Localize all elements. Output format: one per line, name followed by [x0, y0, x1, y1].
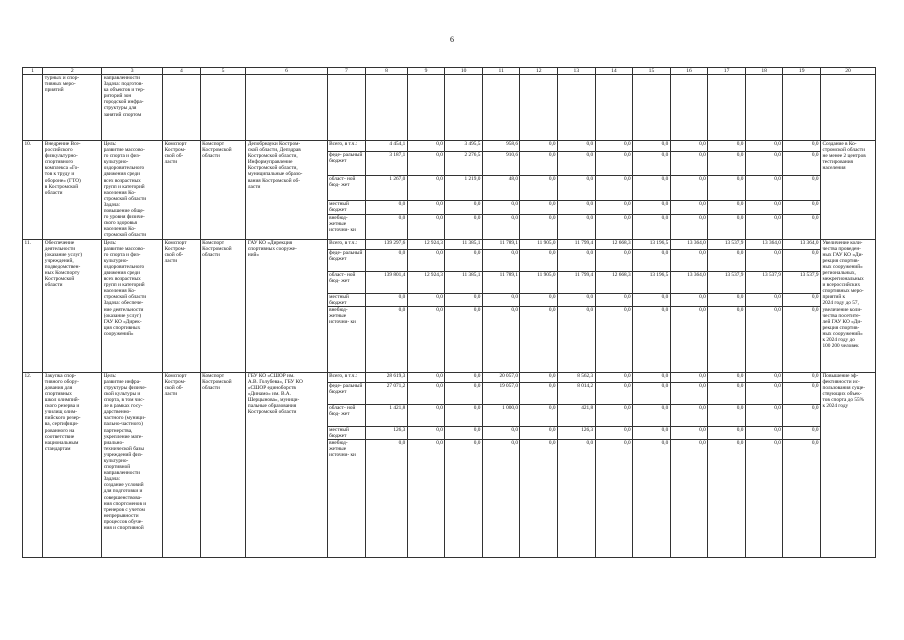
amount-cell: 0,0 — [783, 249, 821, 271]
funding-source-cell: местный бюджет — [327, 200, 366, 215]
amount-cell: 11 799,4 — [558, 239, 596, 249]
amount-cell: 0,0 — [783, 215, 821, 239]
empty-cell — [820, 75, 875, 141]
responsible-cell: Комспорт Костромской области — [200, 141, 246, 240]
amount-cell: 2 276,5 — [445, 152, 483, 176]
amount-cell: 0,0 — [445, 249, 483, 271]
amount-cell: 13 364,0 — [745, 239, 783, 249]
amount-cell: 0,0 — [595, 200, 633, 215]
amount-cell: 0,0 — [708, 176, 746, 200]
empty-cell — [595, 75, 633, 141]
funding-source-cell: внебюд- жетные источни- ки — [327, 306, 366, 372]
amount-cell: 0,0 — [708, 141, 746, 152]
amount-cell: 12 668,3 — [595, 239, 633, 249]
amount-cell: 0,0 — [745, 293, 783, 306]
amount-cell: 0,0 — [407, 176, 445, 200]
amount-cell: 126,3 — [366, 426, 408, 439]
table-row — [23, 239, 876, 249]
amount-cell: 0,0 — [366, 200, 408, 215]
column-number-header: 14 — [595, 68, 633, 75]
program-table — [22, 67, 876, 558]
column-number-header: 7 — [327, 68, 366, 75]
column-number-header: 5 — [200, 68, 246, 75]
amount-cell: 0,0 — [595, 404, 633, 426]
amount-cell: 0,0 — [745, 215, 783, 239]
amount-cell: 0,0 — [633, 426, 671, 439]
amount-cell: 0,0 — [633, 306, 671, 372]
funding-source-cell: местный бюджет — [327, 293, 366, 306]
goal-cell: Цель: развитие массово- го спорта и физ- культурно- оздоровительного движения среди всех возрастных групп и категорий населения Ко- стромской области Задача: обеспече- ние деятельности (оказание услуг) ГАУ КО «Дирек- ция спортивных сооружений» — [102, 239, 163, 372]
amount-cell: 0,0 — [670, 215, 708, 239]
amount-cell: 0,0 — [445, 439, 483, 557]
amount-cell: 0,0 — [745, 382, 783, 404]
event-name-cell: Обеспечение деятельности (оказание услуг) учреждений, подведомствен- ных Комспорту Костромской области — [43, 239, 102, 372]
amount-cell: 0,0 — [783, 200, 821, 215]
funding-source-cell: внебюд- жетные источни- ки — [327, 439, 366, 557]
goal-cell: направленности Задача: подготов- ка объектов и тер- риторий зон городской инфра- структуры для занятий спортом — [102, 75, 163, 141]
coordinator-cell: Комспорт Костром- ской об- ласти — [163, 372, 201, 557]
empty-cell — [783, 75, 821, 141]
amount-cell: 0,0 — [407, 293, 445, 306]
column-number-header: 11 — [482, 68, 520, 75]
empty-cell — [163, 75, 201, 141]
amount-cell: 0,0 — [670, 404, 708, 426]
amount-cell: 0,0 — [783, 372, 821, 382]
amount-cell: 0,0 — [520, 306, 558, 372]
amount-cell: 0,0 — [595, 249, 633, 271]
funding-source-cell: местный бюджет — [327, 426, 366, 439]
amount-cell: 27 071,2 — [366, 382, 408, 404]
amount-cell: 3 187,1 — [366, 152, 408, 176]
amount-cell: 958,6 — [482, 141, 520, 152]
amount-cell: 0,0 — [520, 176, 558, 200]
amount-cell: 19 057,0 — [482, 382, 520, 404]
funding-source-cell: Всего, в т.ч.: — [327, 141, 366, 152]
amount-cell: 0,0 — [520, 141, 558, 152]
amount-cell: 0,0 — [670, 152, 708, 176]
amount-cell: 0,0 — [783, 176, 821, 200]
column-number-header: 3 — [102, 68, 163, 75]
event-name-cell: турных и спор- тивных меро- приятий — [43, 75, 102, 141]
column-number-header: 6 — [246, 68, 327, 75]
amount-cell: 0,0 — [558, 306, 596, 372]
amount-cell: 0,0 — [520, 404, 558, 426]
amount-cell: 11 789,1 — [482, 239, 520, 249]
amount-cell: 0,0 — [783, 152, 821, 176]
responsible-cell: Комспорт Костромской области — [200, 372, 246, 557]
amount-cell: 0,0 — [558, 200, 596, 215]
executors-cell: Депобрнауки Костром- ской области, Депздрав Костромской области, Информуправление Костромской области, муниципальные образо- вания Костромской об- ласти — [246, 141, 327, 240]
column-number-header: 16 — [670, 68, 708, 75]
amount-cell: 0,0 — [745, 372, 783, 382]
amount-cell: 0,0 — [407, 426, 445, 439]
amount-cell: 0,0 — [783, 439, 821, 557]
amount-cell: 0,0 — [445, 215, 483, 239]
amount-cell: 0,0 — [366, 439, 408, 557]
event-name-cell: Внедрение Все- российского физкультурно- спортивного комплекса «Го- тов к труду и обороне» (ГТО) в Костромской области — [43, 141, 102, 240]
amount-cell: 0,0 — [708, 382, 746, 404]
empty-cell — [246, 75, 327, 141]
amount-cell: 0,0 — [482, 215, 520, 239]
amount-cell: 0,0 — [633, 215, 671, 239]
amount-cell: 13 196,5 — [633, 271, 671, 293]
column-number-header: 8 — [366, 68, 408, 75]
amount-cell: 0,0 — [445, 426, 483, 439]
amount-cell: 0,0 — [445, 293, 483, 306]
amount-cell: 0,0 — [558, 215, 596, 239]
goal-cell: Цель: развитие инфра- структуры физиче- ской культуры и спорта, в том чис- ле в рамках госу- дарственно- частного (муници- пально-частного) партнерства, укрепление мате- риально- технической базы учреждений физ- культурно- спортивной направленности Задача: создание условий для подготовки и совершенствова- ния спортсменов и тренеров с учетом непрерывности процессов обуче- ния и спортивной — [102, 372, 163, 557]
amount-cell: 0,0 — [745, 141, 783, 152]
amount-cell: 0,0 — [558, 439, 596, 557]
funding-source-cell: феде- ральный бюджет — [327, 382, 366, 404]
page-number: 6 — [450, 35, 454, 44]
header-row — [23, 68, 876, 75]
amount-cell: 0,0 — [783, 426, 821, 439]
amount-cell: 0,0 — [708, 215, 746, 239]
amount-cell: 0,0 — [558, 152, 596, 176]
amount-cell: 0,0 — [670, 426, 708, 439]
row-number-cell: 12. — [23, 372, 43, 557]
amount-cell: 13 364,0 — [670, 239, 708, 249]
amount-cell: 0,0 — [558, 293, 596, 306]
amount-cell: 0,0 — [595, 141, 633, 152]
amount-cell: 0,0 — [745, 152, 783, 176]
amount-cell: 0,0 — [745, 176, 783, 200]
empty-cell — [558, 75, 596, 141]
amount-cell: 0,0 — [633, 404, 671, 426]
amount-cell: 421,8 — [558, 404, 596, 426]
funding-source-cell: феде- ральный бюджет — [327, 249, 366, 271]
expected-result-cell: Увеличение коли- чества проведен- ных ГАУ КО «Ди- рекция спортив- ных сооружений» региональных, межрегиональных и всероссийских спортивных меро- приятий к 2024 году до 57, увеличение коли- чества посетите- лей ГАУ КО «Ди- рекция спортив- ных сооружений» к 2024 году до 100 200 человек — [820, 239, 875, 372]
amount-cell: 0,0 — [407, 439, 445, 557]
amount-cell: 0,0 — [708, 200, 746, 215]
amount-cell: 0,0 — [366, 293, 408, 306]
amount-cell: 0,0 — [407, 382, 445, 404]
amount-cell: 8 014,2 — [558, 382, 596, 404]
amount-cell: 13 537,9 — [783, 271, 821, 293]
amount-cell: 20 057,0 — [482, 372, 520, 382]
row-number-cell: 10. — [23, 141, 43, 240]
amount-cell: 0,0 — [366, 249, 408, 271]
amount-cell: 0,0 — [366, 306, 408, 372]
amount-cell: 0,0 — [558, 141, 596, 152]
amount-cell: 0,0 — [745, 200, 783, 215]
amount-cell: 0,0 — [745, 426, 783, 439]
amount-cell: 0,0 — [520, 426, 558, 439]
amount-cell: 12 924,3 — [407, 271, 445, 293]
funding-source-cell: област- ной бюд- жет — [327, 176, 366, 200]
amount-cell: 0,0 — [745, 306, 783, 372]
amount-cell: 0,0 — [783, 293, 821, 306]
amount-cell: 0,0 — [445, 372, 483, 382]
amount-cell: 0,0 — [407, 372, 445, 382]
continuation-row — [23, 75, 876, 141]
amount-cell: 0,0 — [445, 404, 483, 426]
amount-cell: 1 219,0 — [445, 176, 483, 200]
expected-result-cell: Создание в Ко- стромской области не менее 2 центров тестирования населения — [820, 141, 875, 240]
amount-cell: 0,0 — [708, 439, 746, 557]
amount-cell: 0,0 — [633, 176, 671, 200]
column-number-header: 2 — [43, 68, 102, 75]
expected-result-cell: Повышение эф- фективности ис- пользования суще- ствующих объек- тов спорта до 55% к 2024 году — [820, 372, 875, 557]
amount-cell: 0,0 — [595, 372, 633, 382]
amount-cell: 12 668,3 — [595, 271, 633, 293]
amount-cell: 0,0 — [745, 439, 783, 557]
amount-cell: 8 562,3 — [558, 372, 596, 382]
amount-cell: 0,0 — [633, 200, 671, 215]
amount-cell: 139 297,6 — [366, 239, 408, 249]
amount-cell: 0,0 — [708, 152, 746, 176]
empty-cell — [633, 75, 671, 141]
amount-cell: 0,0 — [595, 215, 633, 239]
amount-cell: 0,0 — [670, 372, 708, 382]
column-number-header: 20 — [820, 68, 875, 75]
amount-cell: 0,0 — [708, 293, 746, 306]
column-number-header: 1 — [23, 68, 43, 75]
amount-cell: 139 801,4 — [366, 271, 408, 293]
amount-cell: 0,0 — [520, 439, 558, 557]
amount-cell: 0,0 — [445, 200, 483, 215]
amount-cell: 0,0 — [520, 215, 558, 239]
amount-cell: 0,0 — [482, 439, 520, 557]
funding-source-cell: област- ной бюд- жет — [327, 271, 366, 293]
amount-cell: 0,0 — [520, 382, 558, 404]
amount-cell: 0,0 — [558, 249, 596, 271]
coordinator-cell: Комспорт Костром- ской об- ласти — [163, 141, 201, 240]
amount-cell: 0,0 — [520, 249, 558, 271]
amount-cell: 1 421,8 — [366, 404, 408, 426]
column-number-header: 9 — [407, 68, 445, 75]
amount-cell: 1 267,0 — [366, 176, 408, 200]
empty-cell — [520, 75, 558, 141]
amount-cell: 0,0 — [633, 382, 671, 404]
amount-cell: 0,0 — [745, 404, 783, 426]
amount-cell: 0,0 — [745, 249, 783, 271]
amount-cell: 0,0 — [520, 200, 558, 215]
amount-cell: 13 537,9 — [708, 239, 746, 249]
empty-cell — [407, 75, 445, 141]
amount-cell: 0,0 — [407, 215, 445, 239]
amount-cell: 0,0 — [783, 141, 821, 152]
executors-cell: ГАУ КО «Дирекция спортивных сооруже- ний» — [246, 239, 327, 372]
responsible-cell: Комспорт Костромской области — [200, 239, 246, 372]
amount-cell: 11 789,1 — [482, 271, 520, 293]
amount-cell: 0,0 — [708, 249, 746, 271]
column-number-header: 12 — [520, 68, 558, 75]
amount-cell: 0,0 — [520, 372, 558, 382]
amount-cell: 13 537,9 — [745, 271, 783, 293]
amount-cell: 0,0 — [407, 141, 445, 152]
amount-cell: 0,0 — [708, 404, 746, 426]
amount-cell: 0,0 — [482, 249, 520, 271]
amount-cell: 0,0 — [482, 306, 520, 372]
amount-cell: 0,0 — [670, 306, 708, 372]
funding-source-cell: област- ной бюд- жет — [327, 404, 366, 426]
executors-cell: ГБУ КО «СШОР им. А.В. Голубева», ГБУ КО «СШОР единоборств «Динамо» им. В.А. Шерцынова», муници- пальные образования Костромской области — [246, 372, 327, 557]
amount-cell: 0,0 — [520, 152, 558, 176]
amount-cell: 0,0 — [633, 439, 671, 557]
amount-cell: 0,0 — [407, 249, 445, 271]
row-number-cell: 11. — [23, 239, 43, 372]
amount-cell: 0,0 — [708, 306, 746, 372]
amount-cell: 0,0 — [595, 293, 633, 306]
amount-cell: 13 196,5 — [633, 239, 671, 249]
amount-cell: 0,0 — [407, 152, 445, 176]
empty-cell — [482, 75, 520, 141]
column-number-header: 4 — [163, 68, 201, 75]
amount-cell: 0,0 — [783, 382, 821, 404]
amount-cell: 0,0 — [595, 382, 633, 404]
column-number-header: 13 — [558, 68, 596, 75]
amount-cell: 0,0 — [482, 293, 520, 306]
amount-cell: 0,0 — [708, 426, 746, 439]
amount-cell: 0,0 — [407, 306, 445, 372]
amount-cell: 910,6 — [482, 152, 520, 176]
amount-cell: 0,0 — [407, 404, 445, 426]
amount-cell: 0,0 — [482, 426, 520, 439]
amount-cell: 0,0 — [366, 215, 408, 239]
empty-cell — [708, 75, 746, 141]
amount-cell: 0,0 — [670, 200, 708, 215]
coordinator-cell: Комспорт Костром- ской об- ласти — [163, 239, 201, 372]
amount-cell: 3 495,5 — [445, 141, 483, 152]
empty-cell — [327, 75, 366, 141]
amount-cell: 0,0 — [407, 200, 445, 215]
funding-source-cell: феде- ральный бюджет — [327, 152, 366, 176]
amount-cell: 11 905,0 — [520, 271, 558, 293]
amount-cell: 126,3 — [558, 426, 596, 439]
column-number-header: 19 — [783, 68, 821, 75]
amount-cell: 0,0 — [670, 249, 708, 271]
row-number-cell — [23, 75, 43, 141]
funding-source-cell: Всего, в т.ч.: — [327, 372, 366, 382]
empty-cell — [366, 75, 408, 141]
amount-cell: 13 537,9 — [708, 271, 746, 293]
amount-cell: 0,0 — [633, 141, 671, 152]
event-name-cell: Закупка спор- тивного обору- дования для спортивных школ олимпий- ского резерва и училищ олим- пийского резер- ва, сертифици- рованного на соответствие национальным стандартам — [43, 372, 102, 557]
amount-cell: 0,0 — [520, 293, 558, 306]
amount-cell: 0,0 — [445, 306, 483, 372]
amount-cell: 0,0 — [670, 293, 708, 306]
amount-cell: 0,0 — [595, 426, 633, 439]
amount-cell: 1 000,0 — [482, 404, 520, 426]
empty-cell — [745, 75, 783, 141]
amount-cell: 0,0 — [595, 306, 633, 372]
amount-cell: 0,0 — [670, 141, 708, 152]
amount-cell: 11 799,4 — [558, 271, 596, 293]
funding-source-cell: внебюд- жетные источни- ки — [327, 215, 366, 239]
table-row — [23, 141, 876, 152]
column-number-header: 10 — [445, 68, 483, 75]
amount-cell: 11 385,1 — [445, 239, 483, 249]
amount-cell: 0,0 — [670, 382, 708, 404]
empty-cell — [200, 75, 246, 141]
empty-cell — [445, 75, 483, 141]
amount-cell: 0,0 — [783, 306, 821, 372]
empty-cell — [670, 75, 708, 141]
amount-cell: 0,0 — [670, 439, 708, 557]
amount-cell: 0,0 — [633, 249, 671, 271]
amount-cell: 28 619,3 — [366, 372, 408, 382]
amount-cell: 48,0 — [482, 176, 520, 200]
amount-cell: 13 364,0 — [670, 271, 708, 293]
amount-cell: 11 905,0 — [520, 239, 558, 249]
amount-cell: 13 364,0 — [783, 239, 821, 249]
amount-cell: 0,0 — [482, 200, 520, 215]
table-row — [23, 372, 876, 382]
column-number-header: 17 — [708, 68, 746, 75]
amount-cell: 0,0 — [670, 176, 708, 200]
amount-cell: 0,0 — [708, 372, 746, 382]
amount-cell: 4 454,1 — [366, 141, 408, 152]
amount-cell: 12 924,3 — [407, 239, 445, 249]
goal-cell: Цель: развитие массово- го спорта и физ- культурно- оздоровительного движения среди всех возрастных групп и категорий населения Ко- стромской области Задача: повышение обще- го уровня физиче- ского здоровья населения Ко- стромской области — [102, 141, 163, 240]
amount-cell: 0,0 — [595, 176, 633, 200]
amount-cell: 0,0 — [633, 372, 671, 382]
amount-cell: 0,0 — [595, 439, 633, 557]
funding-source-cell: Всего, в т.ч.: — [327, 239, 366, 249]
column-number-header: 15 — [633, 68, 671, 75]
amount-cell: 0,0 — [633, 152, 671, 176]
amount-cell: 0,0 — [595, 152, 633, 176]
amount-cell: 0,0 — [558, 176, 596, 200]
amount-cell: 11 385,1 — [445, 271, 483, 293]
amount-cell: 0,0 — [633, 293, 671, 306]
amount-cell: 0,0 — [445, 382, 483, 404]
amount-cell: 0,0 — [783, 404, 821, 426]
column-number-header: 18 — [745, 68, 783, 75]
